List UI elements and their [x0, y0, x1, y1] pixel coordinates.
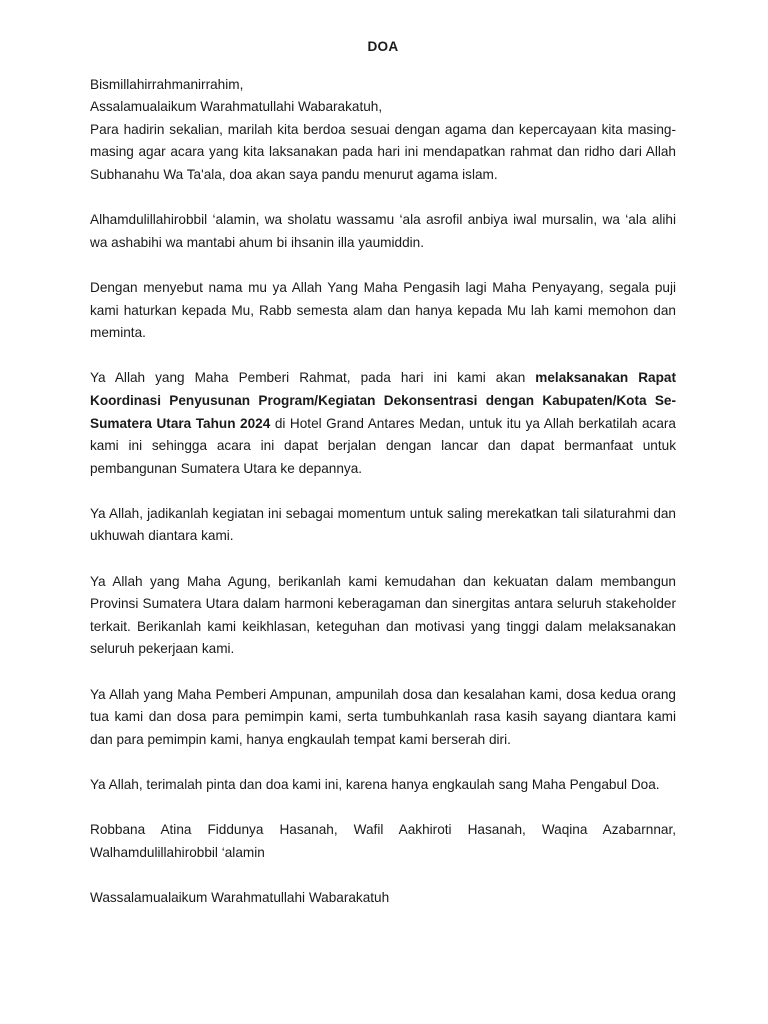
paragraph-robbana: Robbana Atina Fiddunya Hasanah, Wafil Aakhiroti Hasanah, Waqina Azabarnnar, Walhamdulillahirobbil ‘alamin — [90, 822, 676, 860]
event-text-after: di Hotel Grand Antares Medan, untuk itu ya Allah berkatilah acara kami ini sehingga acara ini dapat berjalan dengan lancar dan dapat bermanfaat untuk pembangunan Sumatera Utara ke depannya. — [90, 415, 676, 476]
event-title-bold: melaksanakan Rapat Koordinasi Penyusunan Program/Kegiatan Dekonsentrasi dengan Kabupaten/Kota Se-Sumatera Utara Tahun 2024 — [90, 370, 676, 431]
opening-salam: Assalamualaikum Warahmatullahi Wabarakatuh, — [90, 99, 383, 115]
opening-bismillah: Bismillahirrahmanirrahim, — [90, 76, 244, 92]
opening-invitation: Para hadirin sekalian, marilah kita berdoa sesuai dengan agama dan kepercayaan kita masing-masing agar acara yang kita laksanakan pada hari ini mendapatkan rahmat dan ridho dari Allah Subhanahu Wa Ta'ala, doa akan saya pandu menurut agama islam. — [90, 121, 676, 182]
closing-salam: Wassalamualaikum Warahmatullahi Wabarakatuh — [90, 889, 390, 905]
paragraph-maha-agung: Ya Allah yang Maha Agung, berikanlah kami kemudahan dan kekuatan dalam membangun Provinsi Sumatera Utara dalam harmoni keberagaman dan sinergitas antara seluruh stakeholder terkait. Berikanlah kami keikhlasan, keteguhan dan motivasi yang tinggi dalam melaksanakan seluruh pekerjaan kami. — [90, 573, 676, 657]
paragraph-terimalah: Ya Allah, terimalah pinta dan doa kami ini, karena hanya engkaulah sang Maha Pengabul Doa. — [90, 777, 660, 792]
paragraph-ampunan: Ya Allah yang Maha Pemberi Ampunan, ampunilah dosa dan kesalahan kami, dosa kedua orang tua kami dan dosa para pemimpin kami, serta tumbuhkanlah rasa kasih sayang diantara kami dan para pemimpin kami, hanya engkaulah tempat kami berserah diri. — [90, 686, 676, 747]
document-page — [90, 36, 676, 932]
opening-paragraph — [90, 74, 676, 187]
paragraph-praise: Dengan menyebut nama mu ya Allah Yang Maha Pengasih lagi Maha Penyayang, segala puji kami haturkan kepada Mu, Rabb semesta alam dan hanya kepada Mu lah kami memohon dan meminta. — [90, 279, 676, 341]
event-text-before: Ya Allah yang Maha Pemberi Rahmat, pada hari ini kami akan — [90, 370, 536, 386]
document-title: DOA — [367, 39, 399, 54]
paragraph-alhamdulillah: Alhamdulillahirobbil ‘alamin, wa sholatu wassamu ‘ala asrofil anbiya iwal mursalin, wa ‘ala alihi wa ashabihi wa mantabi ahum bi ihsanin illa yaumiddin. — [90, 212, 676, 250]
paragraph-silaturahmi: Ya Allah, jadikanlah kegiatan ini sebagai momentum untuk saling merekatkan tali silaturahmi dan ukhuwah diantara kami. — [90, 505, 676, 544]
paragraph-event — [90, 367, 676, 480]
